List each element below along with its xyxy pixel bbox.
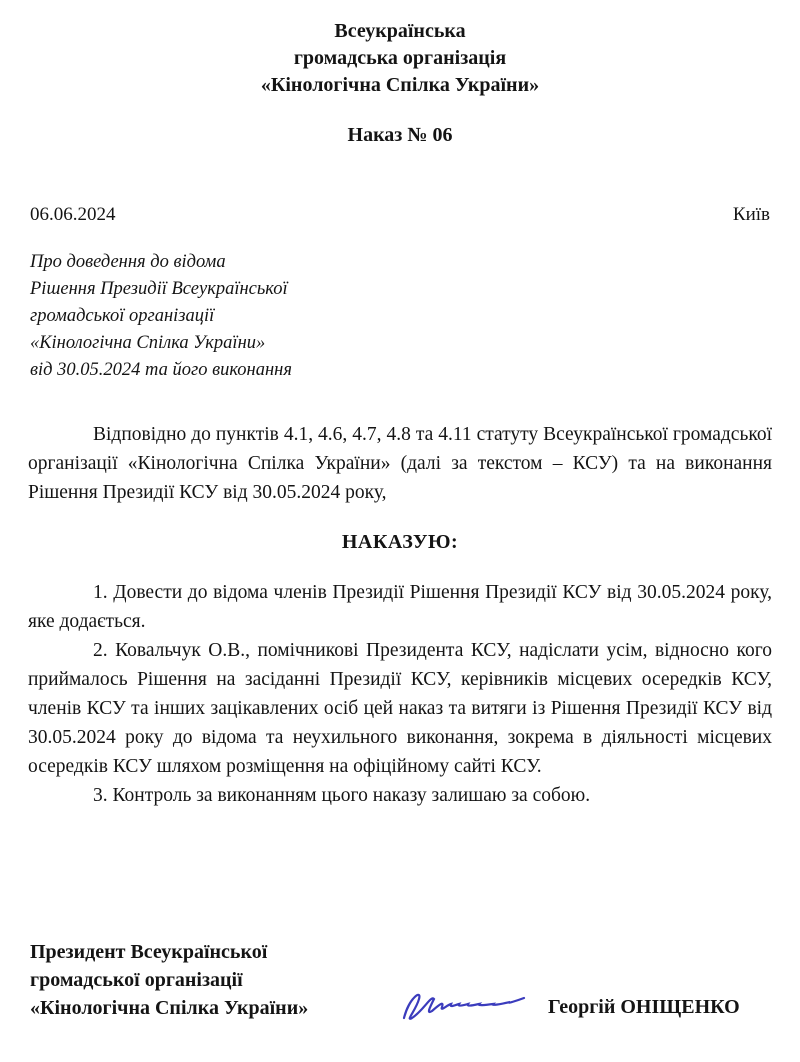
signer-name: Георгій ОНІЩЕНКО (548, 996, 740, 1018)
order-number-title: Наказ № 06 (347, 124, 453, 146)
org-name-line-2: громадська організація (293, 47, 507, 69)
org-name-line-3: «Кінологічна Спілка України» (260, 74, 540, 96)
order-item-2: 2. Ковальчук О.В., помічникові Президента КСУ, надіслати усім, відносно кого приймалось Рішення на засіданні Президії КСУ, керівників місцевих осередків КСУ, членів КСУ та інших зацікавлених осіб цей наказ та витяги із Рішення Президії КСУ від 30.05.2024 року до відома та неухильного виконання, зокрема в діяльності місцевих осередків КСУ шляхом розміщення на офіційному сайті КСУ. (28, 640, 772, 777)
subject-line-1: Про доведення до відома (30, 252, 226, 272)
order-city: Київ (732, 204, 770, 225)
signer-title-line-1: Президент Всеукраїнської (30, 941, 268, 963)
meta-row (0, 204, 800, 226)
order-date: 06.06.2024 (30, 204, 116, 225)
order-subject (0, 249, 410, 384)
subject-line-2: Рішення Президії Всеукраїнської (30, 279, 288, 299)
organization-header (0, 0, 800, 99)
signer-title-line-3: «Кінологічна Спілка України» (30, 997, 309, 1019)
subject-line-5: від 30.05.2024 та його виконання (30, 360, 292, 380)
subject-line-4: «Кінологічна Спілка України» (30, 333, 266, 353)
signature-stroke (404, 995, 524, 1019)
order-items (0, 578, 800, 810)
org-name-line-1: Всеукраїнська (334, 20, 466, 42)
signature-handwriting (398, 986, 538, 1028)
decree-keyword: НАКАЗУЮ: (341, 531, 459, 553)
order-item-1: 1. Довести до відома членів Президії Рішення Президії КСУ від 30.05.2024 року, яке додається. (28, 582, 772, 632)
subject-line-3: громадської організації (30, 306, 215, 326)
order-item-3: 3. Контроль за виконанням цього наказу залишаю за собою. (93, 785, 591, 806)
preamble-paragraph: Відповідно до пунктів 4.1, 4.6, 4.7, 4.8 та 4.11 статуту Всеукраїнської громадської організації «Кінологічна Спілка України» (далі за текстом – КСУ) та на виконання Рішення Президії КСУ від 30.05.2024 року, (28, 424, 772, 503)
signer-title-line-2: громадської організації (30, 969, 243, 991)
signature-section (0, 938, 800, 1022)
